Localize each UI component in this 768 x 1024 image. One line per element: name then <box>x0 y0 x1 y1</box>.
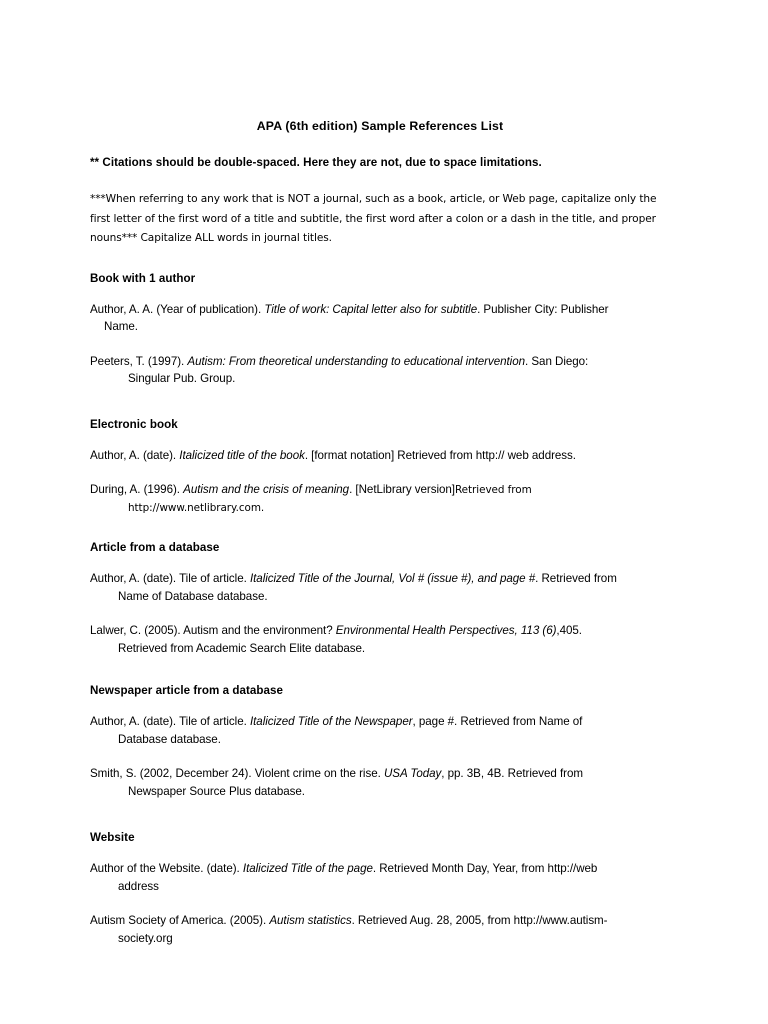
ref-text: . Retrieved Aug. 28, 2005, from http://www.autism- <box>351 914 608 927</box>
ref-continuation: Name of Database database. <box>118 589 268 603</box>
ref-text: . San Diego: <box>525 354 589 368</box>
ref-text: Author, A. A. (Year of publication). <box>90 302 265 316</box>
ref-title-italic: Italicized Title of the Newspaper <box>249 715 413 728</box>
note-double-spaced: ** Citations should be double-spaced. Here they are not, due to space limitations. <box>90 156 542 169</box>
ref-text: . Retrieved Month Day, Year, from http://web <box>372 862 598 875</box>
reference-entry <box>90 353 670 388</box>
ref-continuation: society.org <box>118 931 173 945</box>
reference-entry <box>90 912 670 947</box>
reference-entry <box>90 301 670 336</box>
section-heading-newspaper-database: Newspaper article from a database <box>90 684 284 697</box>
ref-title-italic: Autism statistics <box>269 914 352 927</box>
section-heading-electronic-book: Electronic book <box>90 417 178 431</box>
ref-url: http://www.netlibrary.com. <box>128 501 265 514</box>
ref-continuation: Name. <box>104 320 138 333</box>
reference-entry <box>90 765 670 800</box>
section-heading-article-database: Article from a database <box>90 541 220 554</box>
ref-continuation: Newspaper Source Plus database. <box>128 784 305 798</box>
ref-text: Peeters, T. (1997). <box>90 354 188 368</box>
section-article-database <box>90 540 670 657</box>
ref-continuation: address <box>118 879 159 893</box>
ref-text: , page #. Retrieved from Name of <box>412 715 583 728</box>
ref-title-italic: Italicized Title of the page <box>242 862 373 875</box>
ref-text: Author of the Website. (date). <box>90 862 243 875</box>
ref-title-italic: Italicized Title of the Journal, Vol # (issue #), and page # <box>249 572 536 585</box>
ref-text: . Retrieved from <box>535 572 617 585</box>
ref-text: Author, A. (date). Tile of article. <box>90 572 250 585</box>
ref-title-italic: Environmental Health Perspectives, 113 (6) <box>335 624 557 637</box>
section-website <box>90 830 670 947</box>
ref-text: . [NetLibrary version] <box>349 483 455 496</box>
ref-text: Autism Society of America. (2005). <box>90 914 270 927</box>
ref-title-italic: Italicized title of the book <box>179 448 305 462</box>
ref-title-italic: USA Today <box>383 767 442 780</box>
ref-text: During, A. (1996). <box>90 483 184 496</box>
reference-entry <box>90 447 670 465</box>
section-heading-website: Website <box>90 831 135 844</box>
ref-text: . [format notation] Retrieved from http:// web address. <box>304 448 576 462</box>
reference-entry <box>90 713 670 748</box>
section-newspaper-database <box>90 683 670 800</box>
reference-entry <box>90 860 670 895</box>
ref-title-italic: Title of work: Capital letter also for subtitle <box>264 302 478 316</box>
ref-text: . Publisher City: Publisher <box>477 302 609 316</box>
ref-text: Author, A. (date). Tile of article. <box>90 715 250 728</box>
ref-retrieved-from: Retrieved from <box>454 484 532 496</box>
page-title: APA (6th edition) Sample References List <box>256 119 504 133</box>
ref-text: Lalwer, C. (2005). Autism and the environment? <box>90 624 336 637</box>
ref-text: , pp. 3B, 4B. Retrieved from <box>441 767 583 780</box>
section-heading-book: Book with 1 author <box>90 271 196 285</box>
document-content <box>90 118 670 947</box>
reference-entry <box>90 622 670 657</box>
reference-entry <box>90 481 670 517</box>
ref-continuation: Singular Pub. Group. <box>128 372 236 385</box>
ref-text: ,405. <box>556 624 582 637</box>
ref-title-italic: Autism: From theoretical understanding to educational intervention <box>187 354 526 368</box>
note-capitalization: ***When referring to any work that is NOT a journal, such as a book, article, or Web page, capitalize only the first letter of the first word of a title and subtitle, the first word after a colon or a dash in the title, and proper nouns*** Capitalize ALL words in journal titles. <box>90 193 657 244</box>
ref-text: Smith, S. (2002, December 24). Violent crime on the rise. <box>90 767 384 780</box>
section-electronic-book <box>90 417 670 518</box>
reference-entry <box>90 570 670 605</box>
ref-continuation: Database database. <box>118 732 221 746</box>
ref-title-italic: Autism and the crisis of meaning <box>183 483 350 496</box>
ref-continuation: Retrieved from Academic Search Elite database. <box>118 641 366 655</box>
section-book <box>90 271 670 388</box>
ref-text: Author, A. (date). <box>90 448 180 462</box>
